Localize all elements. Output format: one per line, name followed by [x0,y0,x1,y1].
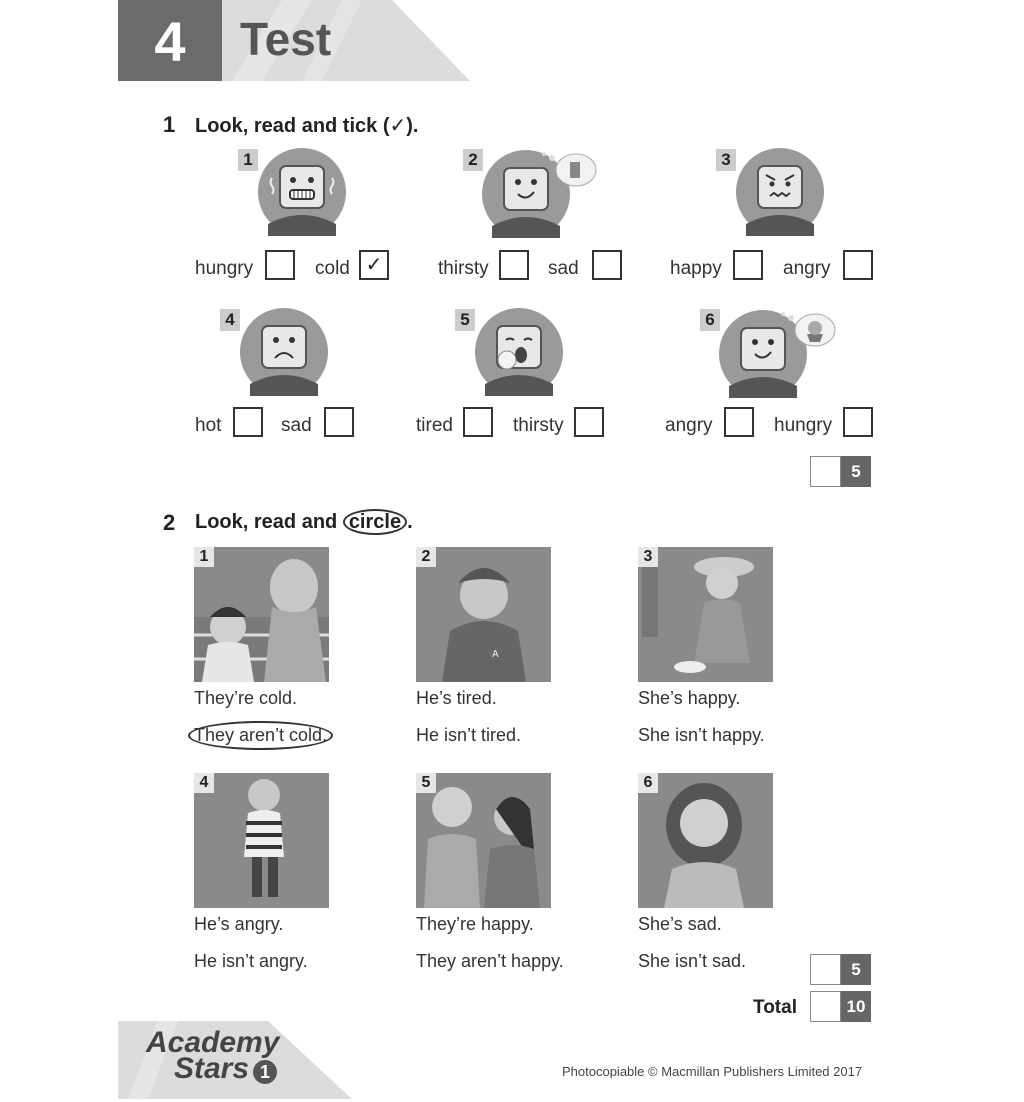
title-end: . [407,511,413,533]
title-text: Look, read and [195,511,343,533]
sentence-option-b[interactable]: He isn’t angry. [194,951,308,971]
tick-box[interactable] [499,250,529,280]
happy-girl-illustration [638,547,773,682]
hungry-face-icon [719,306,839,398]
photo-1-number: 1 [194,547,214,567]
sentence-option-a[interactable]: She’s happy. [638,688,741,708]
option-word: angry [665,415,713,436]
yawning-face-icon [475,308,563,396]
svg-text:A: A [492,649,499,660]
happy-pair-illustration [416,773,551,908]
shivering-face-icon [258,148,346,236]
option-word: hungry [195,258,254,279]
page-title: Test [240,13,332,65]
tick-box[interactable] [733,250,763,280]
sentence-option-a[interactable]: They’re cold. [194,688,298,708]
photo-2-number: 2 [416,547,436,567]
face-3-number: 3 [716,149,736,171]
score-max: 5 [841,456,871,487]
tick-box[interactable] [265,250,295,280]
angry-face-icon [736,148,824,236]
photo-6-number: 6 [638,773,658,793]
circled-word: circle [343,509,407,535]
sentence-option-b[interactable]: She isn’t sad. [638,951,747,971]
copyright-notice: Photocopiable © Macmillan Publishers Limited 2017 [562,1064,863,1079]
option-word: thirsty [513,415,564,436]
option-word: hungry [774,415,833,436]
sentence-option-a[interactable]: He’s angry. [194,914,284,934]
tick-box[interactable] [843,250,873,280]
sentence-option-a[interactable]: She’s sad. [638,914,722,934]
total-input-box[interactable] [810,991,841,1022]
sentence-option-a[interactable]: They’re happy. [416,914,534,934]
photo-3-number: 3 [638,547,658,567]
sentence-option-b[interactable]: He isn’t tired. [416,725,522,745]
tick-box[interactable] [324,407,354,437]
section-2-score [810,954,871,985]
face-5-number: 5 [455,309,475,331]
logo-stars: Stars [174,1052,250,1085]
tired-boy-illustration [416,547,551,682]
score-max: 5 [841,954,871,985]
option-word: happy [670,258,722,279]
section-2-number: 2 [163,510,176,535]
option-word: sad [281,415,312,436]
photo-5-number: 5 [416,773,436,793]
total-score [810,991,871,1022]
thirsty-face-icon [482,148,600,238]
photo-4-number: 4 [194,773,214,793]
tick-box[interactable] [233,407,263,437]
logo-level-badge: 1 [253,1060,277,1084]
face-6-number: 6 [700,309,720,331]
section-1-title: Look, read and tick (✓). [195,115,419,137]
face-4-number: 4 [220,309,240,331]
option-word: hot [195,415,222,436]
cold-children-illustration [194,547,329,682]
academy-stars-logo [146,1026,280,1085]
sentence-option-b[interactable]: She isn’t happy. [638,725,765,745]
face-1-number: 1 [238,149,258,171]
tick-box[interactable] [843,407,873,437]
tick-box[interactable] [592,250,622,280]
option-word: tired [416,415,453,436]
tick-box[interactable] [574,407,604,437]
angry-boy-illustration [194,773,329,908]
sad-face-icon [240,308,328,396]
option-word: angry [783,258,831,279]
score-input-box[interactable] [810,954,841,985]
section-1-score [810,456,871,487]
logo-line-1: Academy [146,1026,280,1059]
sad-girl-illustration [638,773,773,908]
option-word: sad [548,258,579,279]
section-2-title [195,511,413,534]
sentence-option-b[interactable]: They aren’t happy. [416,951,564,971]
option-word: thirsty [438,258,489,279]
option-word: cold [315,258,350,279]
score-input-box[interactable] [810,456,841,487]
unit-number-badge: 4 [118,0,222,81]
logo-line-2 [146,1052,279,1085]
sentence-option-b-circled[interactable]: They aren’t cold. [188,721,333,750]
total-max: 10 [841,991,871,1022]
tick-box[interactable]: ✓ [359,250,389,280]
sentence-option-a[interactable]: He’s tired. [416,688,497,708]
section-1-number: 1 [163,112,176,137]
tick-box[interactable] [463,407,493,437]
tick-box[interactable] [724,407,754,437]
total-label: Total [753,997,797,1018]
face-2-number: 2 [463,149,483,171]
